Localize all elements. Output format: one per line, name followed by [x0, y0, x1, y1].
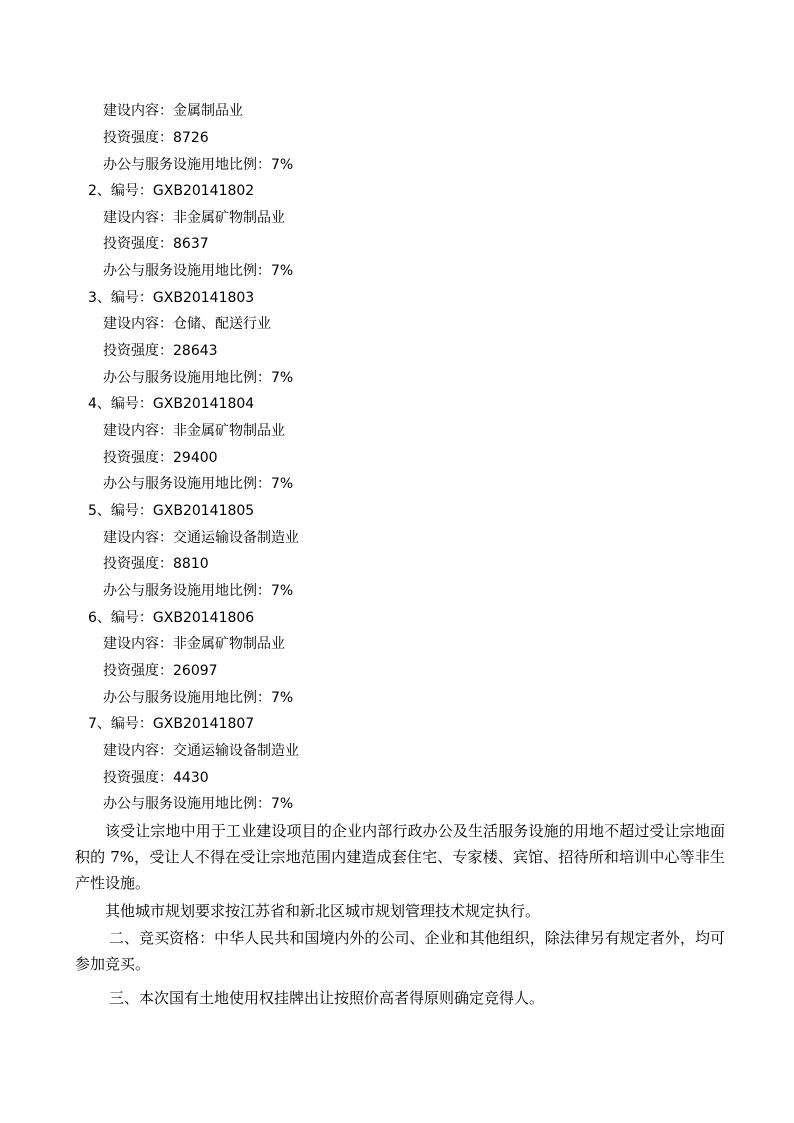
- item-5-number: 5、编号：GXB20141805: [88, 503, 255, 519]
- item-2-ratio: 办公与服务设施用地比例：7%: [103, 263, 294, 279]
- item-3-ratio: 办公与服务设施用地比例：7%: [103, 370, 294, 386]
- item-4-intensity: 投资强度：29400: [103, 450, 218, 466]
- item-5-intensity: 投资强度：8810: [103, 556, 209, 572]
- principle-paragraph: 三、本次国有土地使用权挂牌出让按照价高者得原则确定竞得人。: [109, 989, 545, 1007]
- item-1-content: 建设内容：金属制品业: [103, 103, 243, 119]
- planning-paragraph: 其他城市规划要求按江苏省和新北区城市规划管理技术规定执行。: [105, 902, 541, 920]
- item-7-number: 7、编号：GXB20141807: [88, 716, 255, 732]
- item-6-content: 建设内容：非金属矿物制品业: [103, 636, 285, 652]
- item-4-content: 建设内容：非金属矿物制品业: [103, 423, 285, 439]
- item-4-ratio: 办公与服务设施用地比例：7%: [103, 476, 294, 492]
- item-7-intensity: 投资强度：4430: [103, 770, 209, 786]
- item-1-ratio: 办公与服务设施用地比例：7%: [103, 157, 294, 173]
- item-1-intensity: 投资强度：8726: [103, 130, 209, 146]
- item-6-number: 6、编号：GXB20141806: [88, 610, 255, 626]
- land-use-paragraph: 该受让宗地中用于工业建设项目的企业内部行政办公及生活服务设施的用地不超过受让宗地面积的 7%，受让人不得在受让宗地范围内建造成套住宅、专家楼、宾馆、招待所和培训中心等非生产性设施。: [75, 822, 725, 892]
- item-3-intensity: 投资强度：28643: [103, 343, 218, 359]
- item-4-number: 4、编号：GXB20141804: [88, 396, 255, 412]
- item-5-ratio: 办公与服务设施用地比例：7%: [103, 583, 294, 599]
- item-5-content: 建设内容：交通运输设备制造业: [103, 530, 299, 546]
- item-6-intensity: 投资强度：26097: [103, 663, 218, 679]
- item-6-ratio: 办公与服务设施用地比例：7%: [103, 690, 294, 706]
- item-7-ratio: 办公与服务设施用地比例：7%: [103, 796, 294, 812]
- item-2-intensity: 投资强度：8637: [103, 236, 209, 252]
- qualification-paragraph: 二、竞买资格：中华人民共和国境内外的公司、企业和其他组织，除法律另有规定者外，均可参加竞买。: [75, 929, 725, 973]
- item-3-number: 3、编号：GXB20141803: [88, 290, 255, 306]
- item-3-content: 建设内容：仓储、配送行业: [103, 316, 271, 332]
- item-2-content: 建设内容：非金属矿物制品业: [103, 210, 285, 226]
- item-2-number: 2、编号：GXB20141802: [88, 183, 255, 199]
- item-7-content: 建设内容：交通运输设备制造业: [103, 743, 299, 759]
